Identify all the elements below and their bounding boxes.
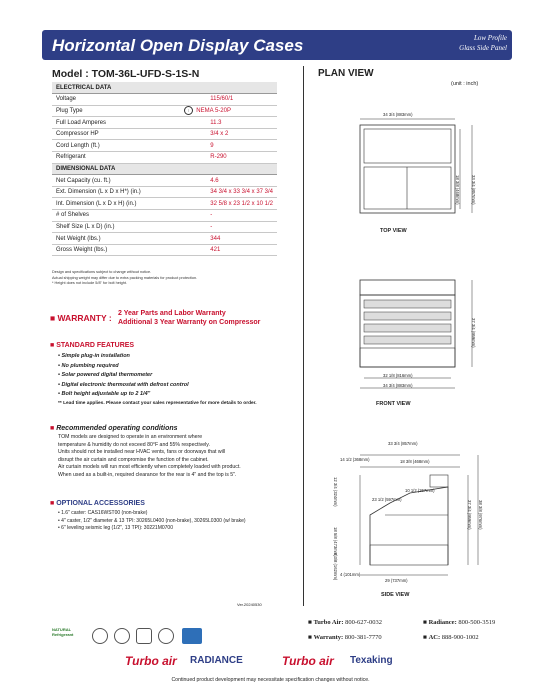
contact-value: 888-900-1002 [441,634,479,641]
row-label: Ext. Dimension (L x D x H*) (in.) [52,186,182,198]
row-value: 4.6 [182,175,277,187]
operating-line: disrupt the air curtain and compromise the function of the cabinet. [58,456,209,463]
front-inner-width-dim: 32 1/8 (816mm) [383,373,413,378]
standard-features-title-text: STANDARD FEATURES [56,342,135,349]
row-value: 11.3 [182,117,277,129]
operating-line: Units should not be installed near HVAC vents, fans or doorways that will [58,449,226,455]
operating-text [58,434,288,479]
plug-icon: ⁝ [184,106,193,115]
list-item-text: 1.6" caster: CAS16WST00 (non-brake) [61,510,148,516]
side-top-dim: 33 3/4 (857mm) [388,441,418,446]
fine-print-line: Actual shipping weight may differ due to extra packing materials for product protection. [52,275,198,280]
row-value: - [182,221,277,233]
list-item: • Solar powered digital thermometer [58,372,153,378]
warranty-seal-icon [158,628,174,644]
contact-value: 800-500-3519 [458,619,496,626]
table-row [52,233,277,245]
contact-turbo-air: ■ Turbo Air: 800-627-0032 [308,619,382,626]
row-value: 34 3/4 x 33 3/4 x 37 3/4 [182,186,277,198]
row-value: 421 [182,244,277,256]
plan-view-title: PLAN VIEW [318,68,374,79]
table-row [52,152,277,164]
row-value: NEMA 5-20P [196,108,231,115]
contact-ac: ■ AC: 888-900-1002 [423,634,479,641]
row-label: Gross Weight (lbs.) [52,244,182,256]
front-view-label: FRONT VIEW [376,401,411,407]
side-dim-h: 4 (101mm) [340,572,361,577]
table-row [52,221,277,233]
fine-print-line: Design and specifications subject to change without notice. [52,270,152,274]
spec-table [52,82,277,256]
top-width-dim: 34 3/4 (883mm) [383,112,413,117]
page-title: Horizontal Open Display Cases [52,36,304,55]
row-label: Plug Type [52,105,182,117]
list-item: • 6" leveling seismic leg (1/2", 13 TPI): 30221M0700 [58,525,173,531]
row-label: Net Capacity (cu. ft.) [52,175,182,187]
contact-label: Warranty: [313,634,344,641]
side-dim-e: 12 3/4 (324mm) [333,477,338,507]
operating-title-text: Recommended operating conditions [56,425,178,432]
section-electrical [52,82,277,94]
column-divider [303,66,304,606]
energy-icon [136,628,152,644]
list-item-text: Solar powered digital thermometer [61,372,153,378]
section-title: ELECTRICAL DATA [52,82,277,94]
table-row [52,140,277,152]
brand-texaking: Texaking [350,655,393,666]
optional-title: ■ OPTIONAL ACCESSORIES [50,500,145,507]
etl-listed-icon [114,628,130,644]
row-value: R-290 [182,152,277,164]
top-view-drawing [340,115,480,225]
subtitle-line-2: Glass Side Panel [459,44,507,52]
lead-time-note: ** Lead time applies. Please contact your sales representative for more details to order. [58,401,257,406]
row-label: Full Load Amperes [52,117,182,129]
list-item: • Digital electronic thermostat with defrost control [58,381,189,388]
side-dim-g: 6 3/8 (162mm) [333,553,338,581]
row-label: Compressor HP [52,128,182,140]
table-row [52,175,277,187]
front-height-dim: 37 3/4 (959mm) [471,318,476,348]
side-dim-c: 10 1/2 (267mm) [405,488,435,493]
list-item-text: Bolt height adjustable up to 2 1/4" [61,391,151,397]
warranty-line-2: Additional 3 Year Warranty on Compressor [118,319,261,326]
contact-value: 800-381-7770 [344,634,382,641]
operating-line: TOM models are designed to operate in an environment where [58,434,203,440]
row-value: 32 5/8 x 23 1/2 x 10 1/2 [182,198,277,210]
table-row [52,244,277,256]
table-row [52,94,277,106]
standard-features-title: ■ STANDARD FEATURES [50,342,135,349]
unit-label: (unit : inch) [451,81,479,87]
contact-warranty: ■ Warranty: 800-381-7770 [308,634,382,641]
contact-label: Radiance: [428,619,457,626]
side-view-drawing [330,445,490,590]
operating-line: Air curtain models will run most efficiently when completely loaded with product. [58,464,241,470]
list-item: • Simple plug-in installation [58,353,130,359]
operating-line: When used as a built-in, required clearance for the rear is 4" and the top is 5". [58,471,237,478]
table-row [52,186,277,198]
version-label: Ver.20240530 [237,602,262,607]
optional-title-text: OPTIONAL ACCESSORIES [56,500,145,507]
side-bottom-dim: 29 (737mm) [385,578,408,583]
row-label: Refrigerant [52,152,182,164]
top-view-label: TOP VIEW [380,228,407,234]
row-value: 344 [182,233,277,245]
table-row [52,198,277,210]
list-item: • Bolt height adjustable up to 2 1/4" [58,391,151,397]
row-label: Shelf Size (L x D) (in.) [52,221,182,233]
list-item-text: Digital electronic thermostat with defrost control [61,381,189,388]
top-depth-inner-dim: 18 3/8 (468mm) [455,175,460,205]
subtitle-line-1: Low Profile [474,34,507,42]
warranty-text [118,309,260,327]
model-number: Model : TOM-36L-UFD-S-1S-N [52,68,200,80]
side-dim-b: 18 3/8 (468mm) [400,459,430,464]
side-dim-r2: 38 3/8 (976mm) [478,500,483,530]
list-item-text: Simple plug-in installation [61,353,130,359]
list-item: • 1.6" caster: CAS16WST00 (non-brake) [58,510,148,516]
optional-list [58,510,288,533]
cert-label: NATURAL Refrigerant [52,627,74,637]
brand-turbo-air-2: Turbo air [282,654,334,668]
row-label: Int. Dimension (L x D x H) (in.) [52,198,182,210]
section-dimensional [52,163,277,175]
contact-label: AC: [428,634,441,641]
contact-label: Turbo Air: [313,619,344,626]
row-label: Voltage [52,94,182,106]
list-item-text: No plumbing required [61,362,119,369]
top-depth-outer-dim: 33 3/4 (857mm) [471,175,476,205]
section-title: DIMENSIONAL DATA [52,163,277,175]
warranty-label: ■ WARRANTY : [50,313,112,323]
natural-refrigerant-logo [52,627,84,647]
row-value: 3/4 x 2 [182,128,277,140]
operating-line: temperature & humidity do not exceed 80°F and 55% respectively. [58,441,210,448]
row-label: # of Shelves [52,210,182,222]
warranty-label-text: WARRANTY : [57,313,112,323]
list-item-text: 6" leveling seismic leg (1/2", 13 TPI): 30221M0700 [61,525,173,531]
side-dim-r1: 37 3/4 (959mm) [467,500,472,530]
row-value: 115/60/1 [182,94,277,106]
table-row [52,117,277,129]
contact-value: 800-627-0032 [345,619,382,626]
brand-turbo-air-1: Turbo air [125,654,177,668]
row-label: Cord Length (ft.) [52,140,182,152]
footer-note: Continued product development may necessitate specification changes without notice. [171,677,370,683]
side-view-label: SIDE VIEW [381,592,410,598]
fine-print-line: * Height does not include 5/8" for bolt height. [52,281,128,285]
warranty-line-1: 2 Year Parts and Labor Warranty [118,310,226,317]
side-dim-f: 18 5/8 (473mm) [333,527,338,557]
fine-print [52,270,277,287]
standard-features-list [58,352,189,400]
table-row [52,128,277,140]
row-label: Net Weight (lbs.) [52,233,182,245]
side-dim-a: 14 1/2 (368mm) [340,457,370,462]
brand-radiance: RADIANCE [190,655,243,666]
list-item-text: 4" caster, 1/2" diameter & 13 TPI: 30265L0400 (non-brake), 30265L0300 (w/ brake) [61,517,246,524]
nsf-icon [182,628,202,644]
row-value: - [182,210,277,222]
list-item: • 4" caster, 1/2" diameter & 13 TPI: 30265L0400 (non-brake), 30265L0300 (w/ brake) [58,517,246,524]
table-row [52,105,277,117]
header-subtitle [459,33,507,53]
front-outer-width-dim: 34 3/4 (883mm) [383,383,413,388]
side-dim-d: 23 1/2 (597mm) [372,497,402,502]
operating-title: ■ Recommended operating conditions [50,425,178,432]
etl-sanitation-icon [92,628,108,644]
row-value: 9 [182,140,277,152]
list-item: • No plumbing required [58,362,119,369]
table-row [52,210,277,222]
contact-radiance: ■ Radiance: 800-500-3519 [423,619,496,626]
